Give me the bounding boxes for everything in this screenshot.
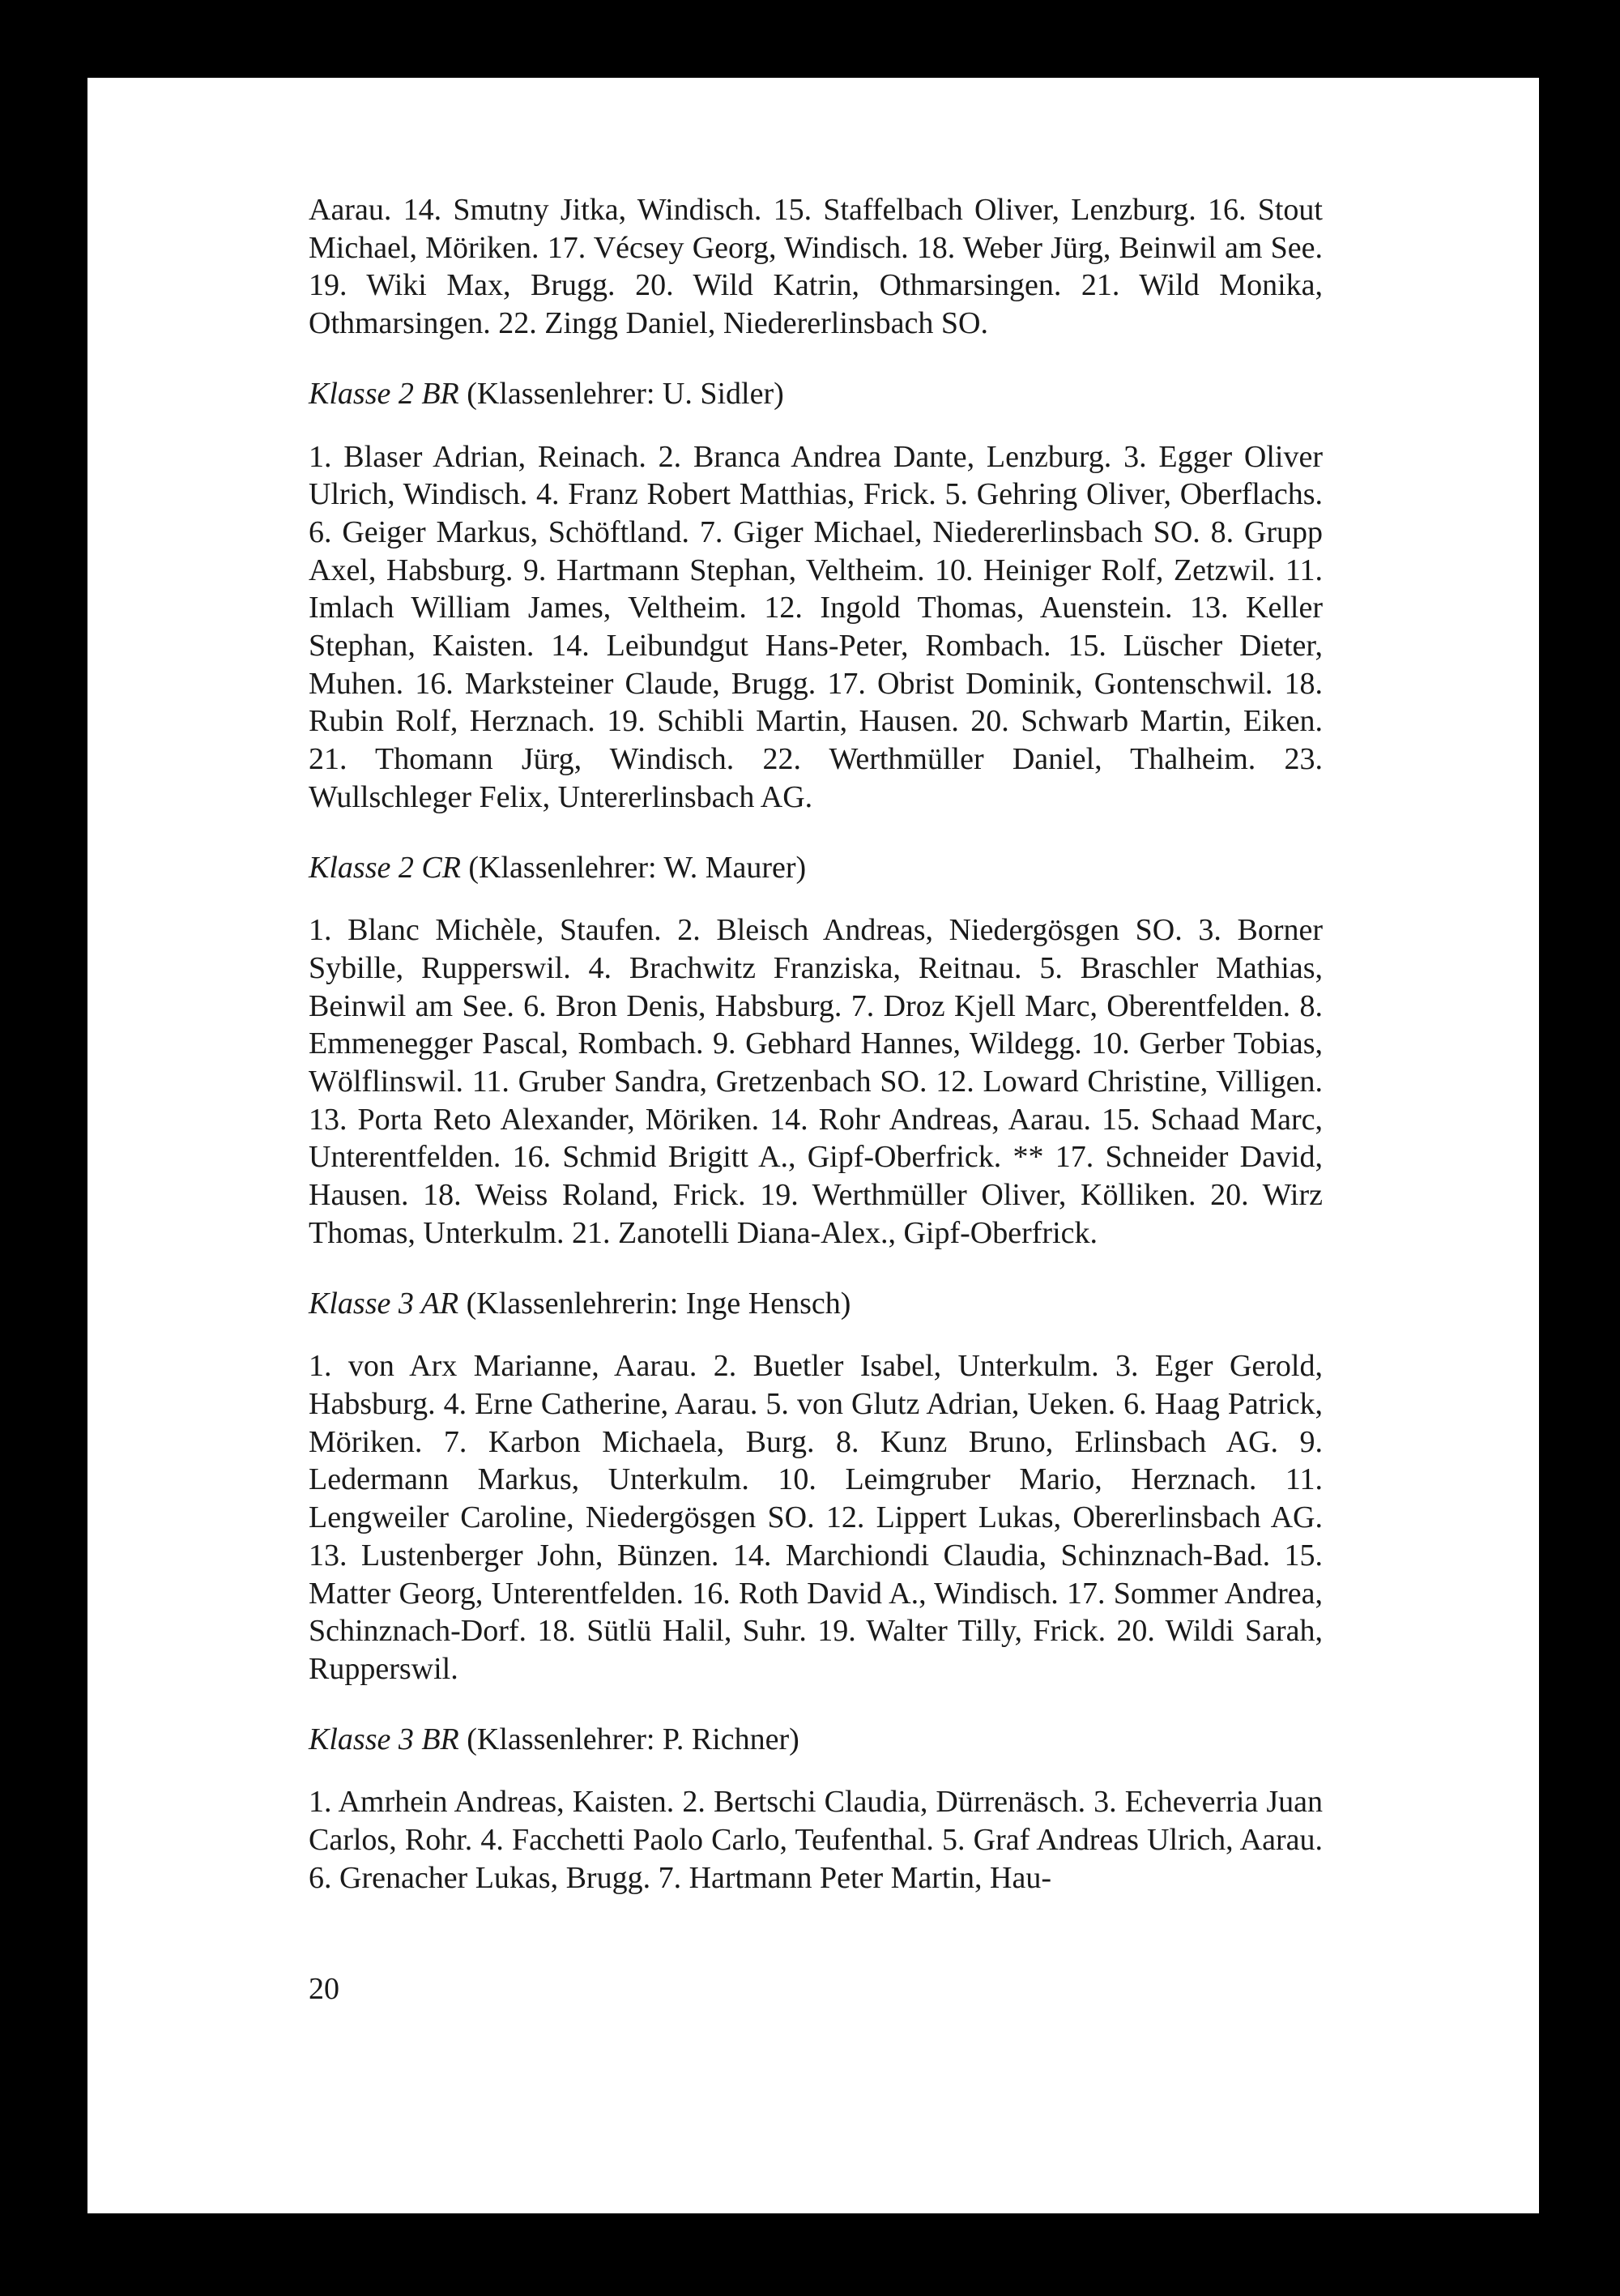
class-teacher: (Klassenlehrer: P. Richner) [467,1722,799,1756]
student-list-2cr: 1. Blanc Michèle, Staufen. 2. Bleisch Andreas, Niedergösgen SO. 3. Borner Sybille, Rupperswil. 4. Brachwitz Franziska, Reitnau. 5. Braschler Mathias, Beinwil am See. 6. Bron Denis, Habsburg. 7. Droz Kjell Marc, Oberentfelden. 8. Emmenegger Pascal, Rombach. 9. Gebhard Hannes, Wildegg. 10. Gerber Tobias, Wölflinswil. 11. Gruber Sandra, Gretzenbach SO. 12. Loward Christine, Villigen. 13. Porta Reto Alexander, Möriken. 14. Rohr Andreas, Aarau. 15. Schaad Marc, Unterentfelden. 16. Schmid Brigitt A., Gipf-Oberfrick. ** 17. Schneider David, Hausen. 18. Weiss Roland, Frick. 19. Werthmüller Oliver, Kölliken. 20. Wirz Thomas, Unterkulm. 21. Zanotelli Diana-Alex., Gipf-Oberfrick. [309,913,1323,1250]
student-list-2br: 1. Blaser Adrian, Reinach. 2. Branca Andrea Dante, Lenzburg. 3. Egger Oliver Ulrich, Windisch. 4. Franz Robert Matthias, Frick. 5. Gehring Oliver, Oberflachs. 6. Geiger Markus, Schöftland. 7. Giger Michael, Niedererlinsbach SO. 8. Grupp Axel, Habsburg. 9. Hartmann Stephan, Veltheim. 10. Heiniger Rolf, Zetzwil. 11. Imlach William James, Veltheim. 12. Ingold Thomas, Auenstein. 13. Keller Stephan, Kaisten. 14. Leibundgut Hans-Peter, Rombach. 15. Lüscher Dieter, Muhen. 16. Marksteiner Claude, Brugg. 17. Obrist Dominik, Gontenschwil. 18. Rubin Rolf, Herznach. 19. Schibli Martin, Hausen. 20. Schwarb Martin, Eiken. 21. Thomann Jürg, Windisch. 22. Werthmüller Daniel, Thalheim. 23. Wullschleger Felix, Untererlinsbach AG. [309,439,1323,814]
class-name: Klasse 2 CR [309,850,461,885]
class-name: Klasse 3 BR [309,1722,459,1756]
intro-paragraph: Aarau. 14. Smutny Jitka, Windisch. 15. Staffelbach Oliver, Lenzburg. 16. Stout Michael, Möriken. 17. Vécsey Georg, Windisch. 18. Weber Jürg, Beinwil am See. 19. Wiki Max, Brugg. 20. Wild Katrin, Othmarsingen. 21. Wild Monika, Othmarsingen. 22. Zingg Daniel, Niedererlinsbach SO. [309,193,1323,341]
class-name: Klasse 3 AR [309,1286,459,1321]
class-heading-3ar [309,1285,1323,1323]
class-teacher: (Klassenlehrerin: Inge Hensch) [466,1286,851,1321]
page-content [309,191,1323,1897]
class-name: Klasse 2 BR [309,376,459,411]
student-list-3br: 1. Amrhein Andreas, Kaisten. 2. Bertschi Claudia, Dürrenäsch. 3. Echeverria Juan Carlos, Rohr. 4. Facchetti Paolo Carlo, Teufenthal. 5. Graf Andreas Ulrich, Aarau. 6. Grenacher Lukas, Brugg. 7. Hartmann Peter Martin, Hau- [309,1785,1323,1895]
class-heading-3br [309,1721,1323,1759]
class-teacher: (Klassenlehrer: W. Maurer) [468,850,807,885]
document-page [87,78,1539,2213]
class-heading-2cr [309,849,1323,887]
class-heading-2br [309,375,1323,413]
page-number: 20 [309,1972,339,2006]
student-list-3ar: 1. von Arx Marianne, Aarau. 2. Buetler Isabel, Unterkulm. 3. Eger Gerold, Habsburg. 4. Erne Catherine, Aarau. 5. von Glutz Adrian, Ueken. 6. Haag Patrick, Möriken. 7. Karbon Michaela, Burg. 8. Kunz Bruno, Erlinsbach AG. 9. Ledermann Markus, Unterkulm. 10. Leimgruber Mario, Herznach. 11. Lengweiler Caroline, Niedergösgen SO. 12. Lippert Lukas, Obererlinsbach AG. 13. Lustenberger John, Bünzen. 14. Marchiondi Claudia, Schinznach-Bad. 15. Matter Georg, Unterentfelden. 16. Roth David A., Windisch. 17. Sommer Andrea, Schinznach-Dorf. 18. Sütlü Halil, Suhr. 19. Walter Tilly, Frick. 20. Wildi Sarah, Rupperswil. [309,1349,1323,1686]
class-teacher: (Klassenlehrer: U. Sidler) [467,376,784,411]
